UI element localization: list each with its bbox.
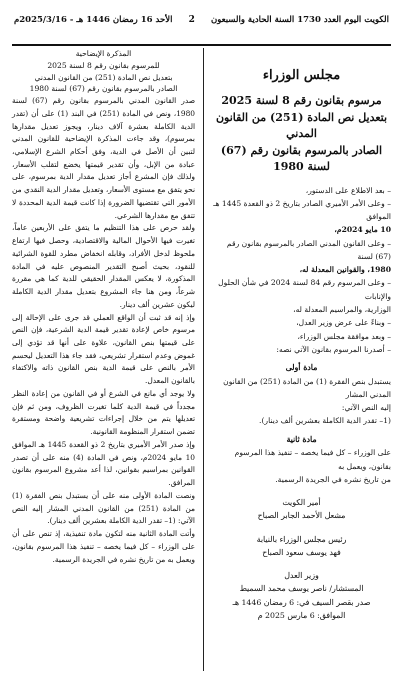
issued-date: الموافق: 6 مارس 2025 م xyxy=(257,610,346,620)
decree-title: مرسوم بقانون رقم 8 لسنة 2025 xyxy=(221,94,382,107)
decree-column xyxy=(203,48,391,671)
header-issue-info: الكويت اليوم العدد 1730 السنة الحادية والسبعون xyxy=(211,15,389,25)
issued-at: صدر بقصر السيف في: 6 رمضان 1446 هـ xyxy=(232,597,371,607)
memo-subheading: الصادر بالمرسوم بقانون رقم (67) لسنة 1980 xyxy=(29,84,178,94)
article-2-title: مادة ثانية xyxy=(286,434,317,444)
preamble-line: – وعلى المرسوم رقم 84 لسنة 2024 في شأن الحلول والإنابات xyxy=(218,278,391,301)
council-heading: مجلس الوزراء xyxy=(262,68,341,83)
emir-title: أمير الكويت xyxy=(282,498,321,508)
pm-title: رئيس مجلس الوزراء بالنيابة xyxy=(256,534,347,544)
decree-subtitle: بتعديل نص المادة (251) من القانون المدني xyxy=(215,110,388,140)
page-header xyxy=(0,0,403,40)
preamble-line: الوزارية، والمراسيم المعدلة له، xyxy=(293,305,391,315)
memo-paragraph: ولقد حرص على هذا التنظيم ما يتفق على الأربعين عاماً، تغيرت فيها الأحوال المالية والاقتصادية، وحصل فيها ارتفاع ملحوظ لدخل الأفراد، وقابله انخفاض مطرد للقوة الشرائية للنقود، بحيث أصبح التقدير المنصوص عليه في المادة المذكورة، لا يعكس المقدار الحقيقي للدية كما هي مقررة شرعاً، ومن هنا جاء المشروع بتعديل مقدار الدية الكاملة ليكون عشرين ألف دينار. xyxy=(12,223,195,309)
memo-column xyxy=(12,48,203,671)
pm-name: فهد يوسف سعود الصباح xyxy=(262,547,341,557)
article-1-line: يستبدل بنص الفقرة (1) من المادة (251) من القانون المدني المشار xyxy=(223,376,391,399)
header-divider xyxy=(12,44,391,46)
justice-name: المستشار/ ناصر يوسف محمد السميط xyxy=(239,584,364,594)
preamble-line: – وبناءً على عرض وزير العدل، xyxy=(296,318,391,328)
article-2-line: على الوزراء – كل فيما يخصه – تنفيذ هذا المرسوم بقانون، ويعمل به xyxy=(234,448,391,471)
justice-title: وزير العدل xyxy=(284,571,319,581)
preamble-line: – وعلى الأمر الأميري الصادر بتاريخ 2 ذو القعدة 1445 هـ الموافق xyxy=(213,198,391,222)
memo-paragraph: وإذ صدر الأمر الأميري بتاريخ 2 ذو القعدة 1445 هـ الموافق 10 مايو 2024م، ونص في المادة (4) منه على أن تصدر القوانين بمراسيم بقوانين، لذا أعد مشروع المرسوم بقانون المرافق. xyxy=(12,439,196,488)
memo-paragraph: وأتت المادة الثانية منه لتكون مادة تنفيذية، إذ تنص على أن على الوزراء – كل فيما يخصه – تنفيذ هذا المرسوم بقانون، ويعمل به من تاريخ نشره في الجريدة الرسمية. xyxy=(12,529,195,564)
decree-subtitle-2: الصادر بالمرسوم بقانون رقم (67) لسنة 1980 xyxy=(220,143,383,173)
memo-heading: المذكرة الإيضاحية xyxy=(75,49,132,58)
page-columns xyxy=(12,48,391,671)
memo-paragraph: ونصت المادة الأولى منه على أن يستبدل بنص الفقرة (1) من المادة (251) من القانون المدني المشار إليه النص الآتي: (1– تقدر الدية الكاملة بعشرين ألف دينار). xyxy=(12,490,195,526)
preamble-line: – وعلى القانون المدني الصادر بالمرسوم بقانون رقم (67) لسنة xyxy=(226,238,391,261)
memo-subheading: بتعديل نص المادة (251) من القانون المدني xyxy=(34,72,173,82)
memo-paragraph: صدر القانون المدني بالمرسوم بقانون رقم (67) لسنة 1980، ونص في المادة (251) في البند (1) على أن (تقدر الدية الكاملة بعشرة آلاف دينار، ويجوز تعديل مقدارها بمرسوم)، وقد جاءت المذكرة الإيضاحية للقانون المدني لتبين أن الأصل في الدية، وفق أحكام الشرع الإسلامي، عبادة من الإبل، وأن تقدير قيمتها يخضع لتقلب الأسعار، ولذلك فإن المشرع أجاز تعديل مقدار الدية بمرسوم، على نحو يتفق مع مستوى الأسعار، وتعديل مقدار الدية النقدي من الأمور التي تقتضيها الضرورة إذا كانت قيمة الدية المحددة لا تتفق مع مقدارها الشرعي. xyxy=(12,96,195,220)
article-2-line: من تاريخ نشره في الجريدة الرسمية. xyxy=(275,474,391,484)
article-1-title: مادة أولى xyxy=(285,363,318,373)
memo-paragraph: ولا يوجد أي مانع في الشرع أو في القانون من إعادة النظر مجدداً في قيمة الدية كلما تغيرت الظروف، ومن ثم فإن تعديلها يتم من خلال إجراءات تشريعية واضحة ومستقرة تضمن استقرار المنظومة القانونية. xyxy=(12,388,195,437)
memo-subheading: للمرسوم بقانون رقم 8 لسنة 2025 xyxy=(47,60,160,70)
article-1-line: (1– تقدر الدية الكاملة بعشرين ألف دينار). xyxy=(259,416,391,426)
preamble-line: 10 مايو 2024م، xyxy=(334,225,391,235)
preamble-line: – أصدرنا المرسوم بقانون الآتي نصه: xyxy=(276,344,391,354)
memo-paragraph: وإذ إنه قد ثبت أن الواقع العملي قد جرى على الإحالة إلى مرسوم خاص لإعادة تقدير قيمة الدية الشرعية، فإن النص على قيمتها بنص القانون، علاوة على أنها قد تؤدي إلى غموض وعدم استقرار تشريعي، فقد جاء هذا التعديل ليحسم الأمر بالنص على قيمة الدية بنص القانون ذاته والاكتفاء بالقانون المعدل. xyxy=(12,312,195,386)
emir-name: مشعل الأحمد الجابر الصباح xyxy=(257,511,346,521)
article-1-line: إليه النص الآتي: xyxy=(341,403,391,413)
header-page-number: 2 xyxy=(188,15,195,25)
preamble-line: 1980، والقوانين المعدلة له، xyxy=(299,265,391,275)
header-date: الأحد 16 رمضان 1446 هـ - 2025/3/16م xyxy=(14,15,173,25)
preamble-line: – وبعد موافقة مجلس الوزراء، xyxy=(297,331,391,341)
preamble-line: – بعد الاطلاع على الدستور، xyxy=(305,185,391,195)
